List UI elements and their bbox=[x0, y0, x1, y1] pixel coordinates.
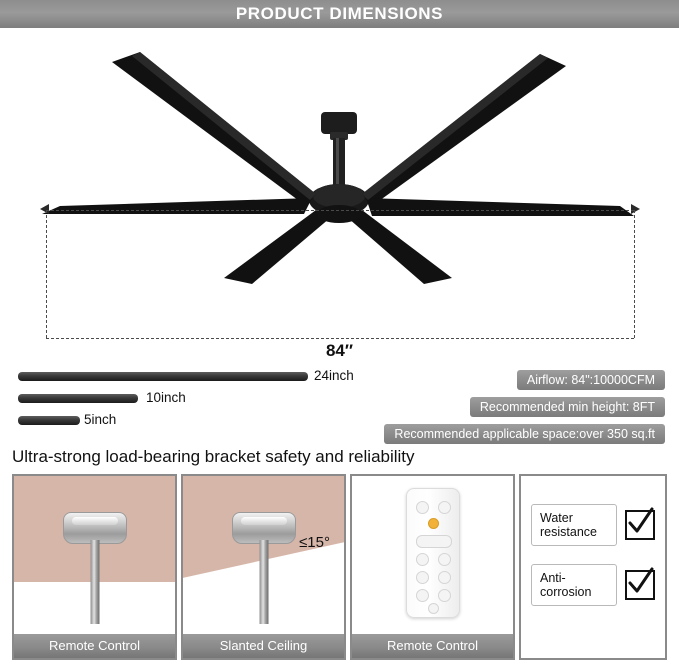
checkmark-icon bbox=[625, 570, 655, 600]
feature-label-water-resistance: Water resistance bbox=[531, 504, 617, 546]
spec-pill-applicable-space: Recommended applicable space:over 350 sq.ft bbox=[384, 424, 665, 444]
remote-light-button bbox=[428, 518, 439, 529]
spec-pill-airflow: Airflow: 84":10000CFM bbox=[517, 370, 665, 390]
bracket-headline: Ultra-strong load-bearing bracket safety and reliability bbox=[12, 447, 415, 466]
fan-illustration-area bbox=[0, 28, 679, 360]
panel-features bbox=[519, 474, 667, 660]
remote-button bbox=[438, 553, 451, 566]
blade-bar-5inch bbox=[18, 416, 80, 425]
page-title: PRODUCT DIMENSIONS bbox=[235, 4, 444, 23]
dimension-arrow-left bbox=[40, 204, 49, 214]
blade-bar-label-5inch: 5inch bbox=[84, 412, 117, 427]
spec-pill-list bbox=[313, 370, 665, 444]
remote-button-wide bbox=[416, 535, 452, 548]
dimension-guide-bottom bbox=[46, 338, 634, 339]
panel-remote-control bbox=[350, 474, 515, 660]
downrod-icon bbox=[90, 540, 99, 624]
header-banner bbox=[0, 0, 679, 28]
spec-pill-min-height: Recommended min height: 8FT bbox=[470, 397, 665, 417]
dimension-guide-top bbox=[46, 210, 634, 211]
remote-button bbox=[416, 571, 429, 584]
dimension-width-label: 84″ bbox=[325, 341, 354, 360]
remote-button bbox=[438, 501, 451, 514]
blade-bar-24inch bbox=[18, 372, 308, 381]
panel-caption-slanted-ceiling: Slanted Ceiling bbox=[183, 634, 344, 658]
feature-panel-row bbox=[12, 474, 667, 660]
slant-angle-label: ≤15° bbox=[299, 534, 330, 551]
remote-control-icon bbox=[406, 488, 460, 618]
ceiling-fan-graphic bbox=[0, 28, 679, 318]
blade-bar-10inch bbox=[18, 394, 138, 403]
fan-image bbox=[0, 28, 679, 360]
feature-row-anti-corrosion bbox=[531, 564, 655, 606]
panel-caption-remote-control-1: Remote Control bbox=[14, 634, 175, 658]
feature-row-water-resistance bbox=[531, 504, 655, 546]
remote-button bbox=[438, 589, 451, 602]
blade-bar-label-24inch: 24inch bbox=[314, 368, 354, 383]
blade-bar-row bbox=[0, 412, 360, 434]
remote-button bbox=[416, 553, 429, 566]
checkmark-icon bbox=[625, 510, 655, 540]
blade-length-comparison bbox=[0, 368, 360, 434]
remote-button bbox=[428, 603, 439, 614]
panel-caption-remote-control-2: Remote Control bbox=[352, 634, 513, 658]
blade-bar-row bbox=[0, 390, 360, 412]
blade-bar-label-10inch: 10inch bbox=[146, 390, 186, 405]
panel-slanted-ceiling bbox=[181, 474, 346, 660]
remote-button bbox=[438, 571, 451, 584]
feature-label-anti-corrosion: Anti-corrosion bbox=[531, 564, 617, 606]
remote-button bbox=[416, 501, 429, 514]
check-glyph bbox=[624, 505, 656, 539]
panel-flush-mount bbox=[12, 474, 177, 660]
remote-button bbox=[416, 589, 429, 602]
dimension-arrow-right bbox=[631, 204, 640, 214]
downrod-icon bbox=[259, 540, 268, 624]
dimension-tick-right bbox=[634, 210, 635, 338]
blade-bar-row bbox=[0, 368, 360, 390]
dimension-tick-left bbox=[46, 210, 47, 338]
feature-list bbox=[531, 504, 655, 606]
check-glyph bbox=[624, 565, 656, 599]
